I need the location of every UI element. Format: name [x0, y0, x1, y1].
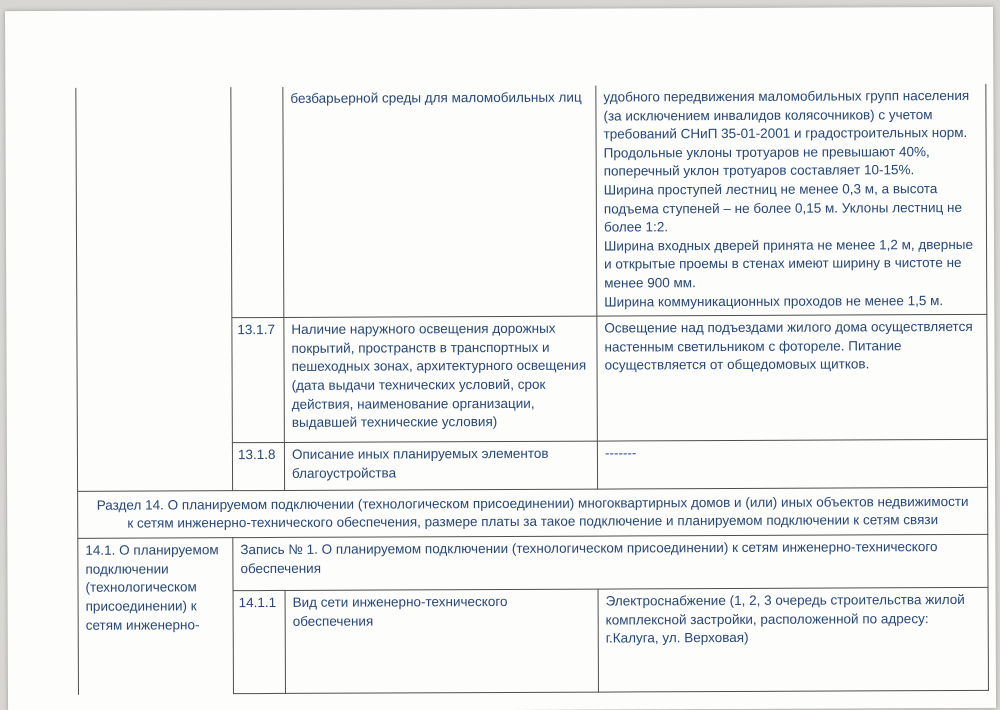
- cell-parameter-other-elements: Описание иных планируемых элементов благоустройства: [284, 441, 597, 490]
- cell-number-13-1-8: 13.1.8: [232, 443, 284, 491]
- declaration-table: [75, 84, 989, 695]
- cell-value-network-type: Электроснабжение (1, 2, 3 очередь строительства жилой комплексной застройки, расположенной по адресу: г.Калуга, ул. Верховая): [598, 587, 988, 692]
- cell-number-14-1-1: 14.1.1: [233, 591, 285, 694]
- cell-parameter-network-type: Вид сети инженерно-технического обеспечения: [285, 589, 598, 693]
- cell-value-barrier-free: удобного передвижения маломобильных групп населения (за исключением инвалидов колясочников) с учетом требований СНиП 35-01-2001 и градостроительных норм. Продольные уклоны тротуаров не превышают 40%, поперечный уклон тротуаров составляет 10-15%. Ширина проступей лестниц не менее 0,3 м, а высота подъема ступеней – не более 0,15 м. Уклоны лестниц не более 1:2. Ширина входных дверей принята не менее 1,2 м, дверные и открытые проемы в стенах имеют ширину в чистоте не менее 900 мм. Ширина коммуникационных проходов не менее 1,5 м.: [596, 84, 987, 316]
- cell-parameter-barrier-free: безбарьерной среды для маломобильных лиц: [283, 86, 597, 318]
- cell-record1-header: Запись № 1. О планируемом подключении (технологическом присоединении) к сетям инженерно-технического обеспечения: [233, 534, 988, 590]
- cell-value-lighting: Освещение над подъездами жилого дома осуществляется настенным светильником с фотореле. Питание осуществляется от общедомовых щитков.: [597, 314, 988, 441]
- cell-value-other-elements: -------: [597, 439, 987, 489]
- section14-header: Раздел 14. О планируемом подключении (технологическом присоединении) многоквартирных домов и (или) иных объектов недвижимости к сетям инженерно-технического обеспечения, размере платы за такое подключение и планируемом подключении к сетям связи: [78, 487, 988, 538]
- table-row-record1: [78, 534, 988, 591]
- cell-parameter-lighting: Наличие наружного освещения дорожных покрытий, пространств в транспортных и пешеходных зонах, архитектурного освещения (дата выдачи технических условий, срок действия, наименование организации, выдавшей технические условия): [284, 316, 598, 442]
- scanned-page: [5, 7, 996, 710]
- cell-section14-1-left-label: 14.1. О планируемом подключении (технологическом присоединении) к сетям инженерно-: [78, 538, 234, 695]
- declaration-table-region: [75, 84, 990, 695]
- table-row-continuation: [76, 84, 987, 319]
- cell-section13-left-empty: [76, 87, 233, 491]
- cell-number-empty: [231, 87, 284, 318]
- cell-number-13-1-7: 13.1.7: [232, 318, 285, 443]
- table-row-section14-header: [78, 487, 988, 538]
